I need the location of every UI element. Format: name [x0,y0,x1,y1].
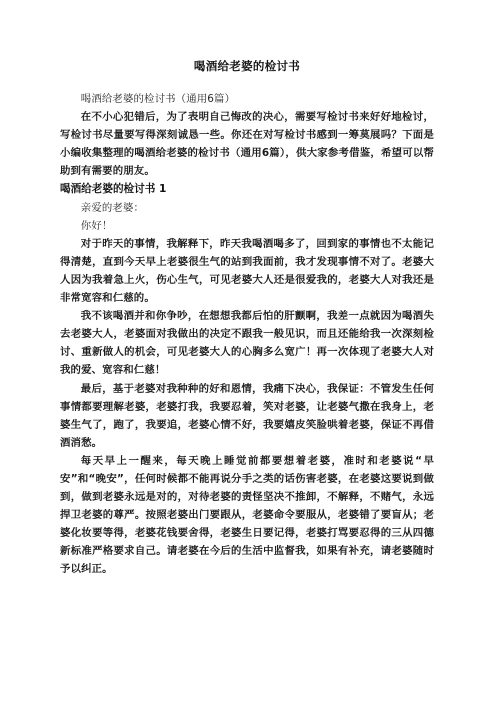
paragraph-2: 我不该喝酒并和你争吵，在想想我都后怕的肝颤啊，我差一点就因为喝酒失去老婆大人，老婆面对我做出的决定不跟我一般见识，而且还能给我一次深刻检讨、重新做人的机会，可见老婆大人的心胸多么宽广！再一次体现了老婆大人对我的爱、宽容和仁慈！ [60,310,434,377]
paragraph-1: 对于昨天的事情，我解释下，昨天我喝酒喝多了，回到家的事情也不太能记得清楚，直到今天早上老婆很生气的站到我面前，我才发现事情不对了。老婆大人因为我着急上火，伤心生气，可见老婆大人还是很爱我的，老婆大人对我还是非常宽容和仁慈的。 [60,237,434,305]
document-title: 喝酒给老婆的检讨书 [193,59,301,73]
paragraph-3: 最后，基于老婆对我种种的好和恩情，我痛下决心，我保证：不管发生任何事情都要理解老婆，老婆打我，我要忍着，笑对老婆，让老婆气撒在我身上，老婆生气了，跑了，我要追，老婆心情不好，我要嬉皮笑脸哄着老婆，保证不再借酒消愁。 [60,382,434,449]
paragraph-4: 每天早上一醒来，每天晚上睡觉前都要想着老婆，准时和老婆说“早安”和“晚安”，任何时候都不能再说分手之类的话伤害老婆，在老婆这要说到做到，做到老婆永远是对的，对待老婆的责怪坚决不推卸，不解释，不赌气，永远捍卫老婆的尊严。按照老婆出门要跟从，老婆命令要服从，老婆错了要盲从；老婆化妆要等得，老婆花钱要舍得，老婆生日要记得，老婆打骂要忍得的三从四德新标准严格要求自己。请老婆在今后的生活中监督我，如果有补充，请老婆随时予以纠正。 [60,454,434,576]
document-page [60,58,434,579]
greeting: 你好！ [80,219,113,232]
intro-line: 喝酒给老婆的检讨书（通用6篇） [80,93,236,105]
section-heading: 喝酒给老婆的检讨书 1 [60,183,167,196]
salutation: 亲爱的老婆： [80,201,145,214]
intro-paragraph: 在不小心犯错后，为了表明自己悔改的决心，需要写检讨书来好好地检讨，写检讨书尽量要写得深刻诚恳一些。你还在对写检讨书感到一筹莫展吗？下面是小编收集整理的喝酒给老婆的检讨书（通用6篇），供大家参考借鉴，希望可以帮助到有需要的朋友。 [60,111,434,178]
